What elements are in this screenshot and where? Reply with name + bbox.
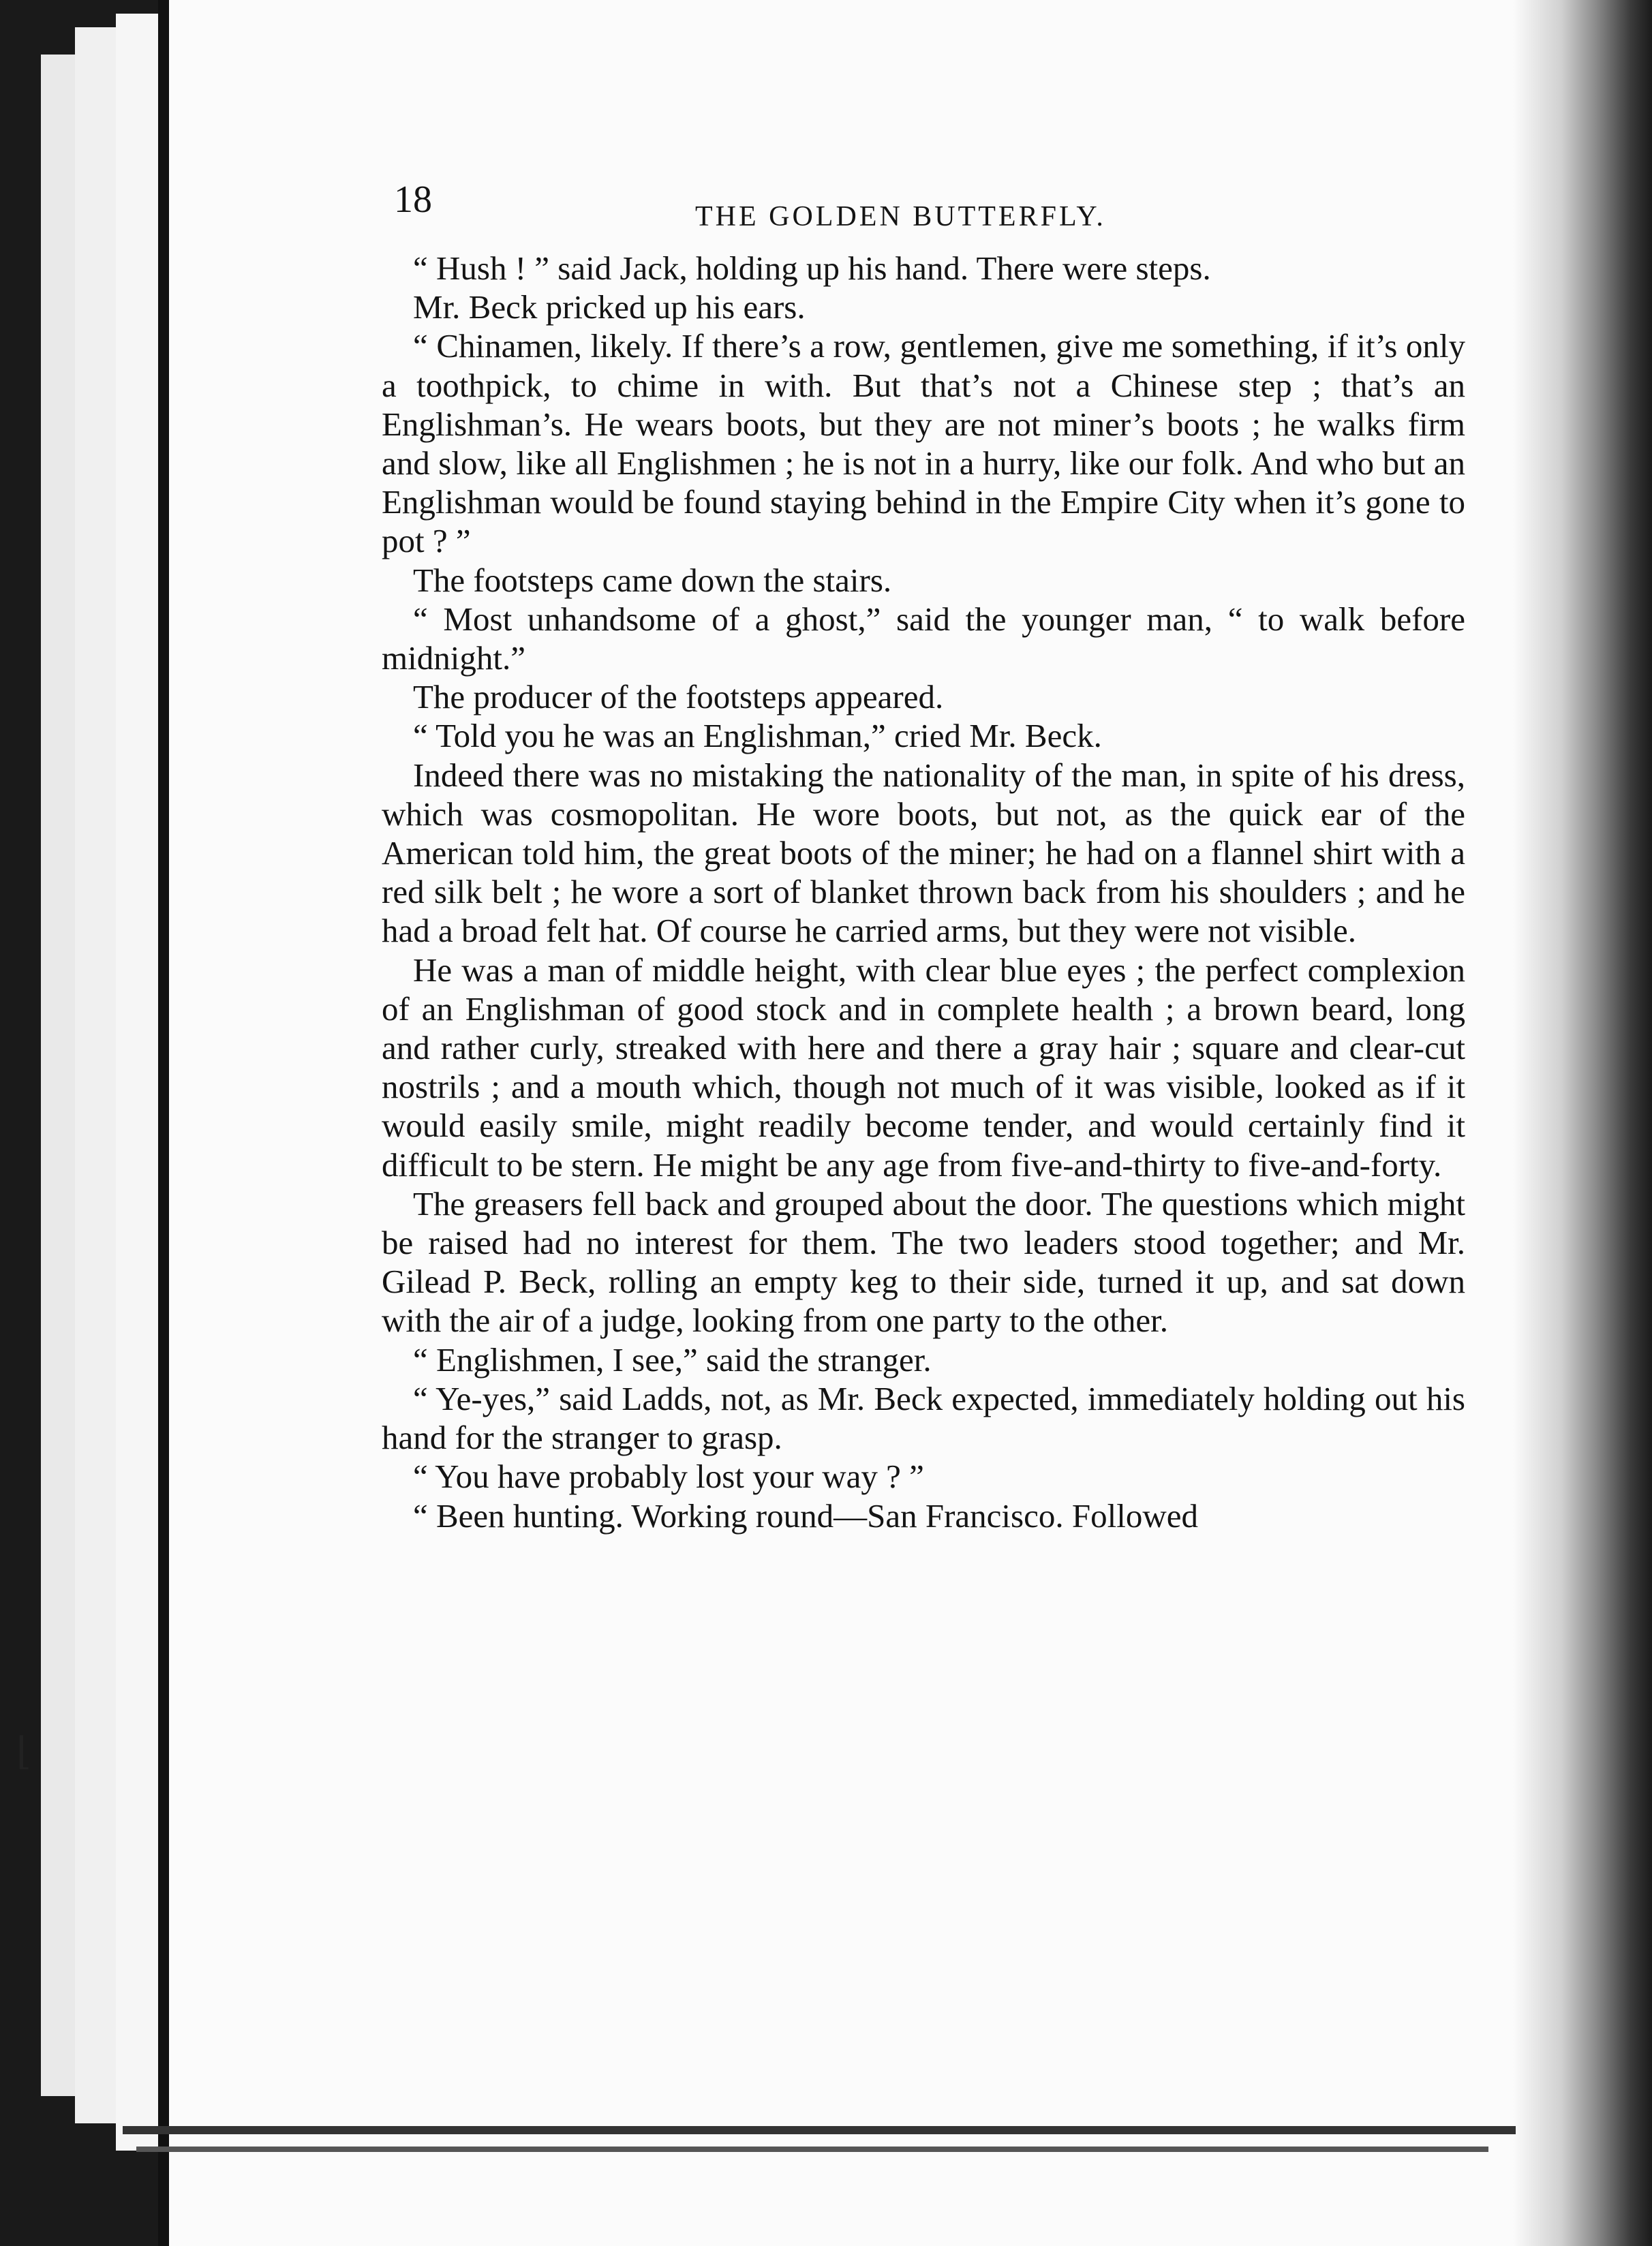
paragraph: “ You have probably lost your way ? ” — [413, 1458, 924, 1496]
paragraph: Indeed there was no mistaking the nationality of the man, in spite of his dress, which was cosmopolitan. He wore boots, but not, as the quick ear of the American told him, the great boots of the miner; he had on a flannel shirt with a red silk belt ; he wore a sort of blanket thrown back from his shoulders ; and he had a broad felt hat. Of course he carried arms, but they were not visible. — [382, 756, 1465, 950]
page-number: 18 — [394, 179, 432, 221]
page-curl-shadow — [1513, 0, 1652, 2246]
page-header — [382, 174, 1465, 249]
margin-mark-icon: ⌊ — [16, 1729, 31, 1774]
book-bottom-edge — [136, 2147, 1488, 2152]
paragraph: “ Englishmen, I see,” said the stranger. — [413, 1340, 932, 1379]
paragraph: “ Hush ! ” said Jack, holding up his hand. There were steps. — [413, 249, 1211, 287]
paragraph: He was a man of middle height, with clear blue eyes ; the perfect complexion of an Englishman of good stock and in complete health ; a brown beard, long and rather curly, streaked with here and there a gray hair ; square and clear-cut nostrils ; and a mouth which, though not much of it was visible, looked as if it would easily smile, might readily become tender, and would certainly find it difficult to be stern. He might be any age from five-and-thirty to five-and-forty. — [382, 951, 1465, 1184]
paragraph: The greasers fell back and grouped about the door. The questions which might be raised had no interest for them. The two leaders stood together; and Mr. Gilead P. Beck, rolling an empty keg to their side, turned it up, and sat down with the air of a judge, looking from one party to the other. — [382, 1184, 1465, 1340]
paragraph: “ Been hunting. Working round—San Francisco. Followed — [413, 1496, 1198, 1535]
paragraph: “ Most unhandsome of a ghost,” said the younger man, “ to walk before midnight.” — [382, 600, 1465, 677]
paragraph: Mr. Beck pricked up his ears. — [413, 288, 806, 326]
paragraph: “ Ye-yes,” said Ladds, not, as Mr. Beck expected, immediately holding out his hand for the stranger to grasp. — [382, 1379, 1465, 1457]
paragraph: “ Told you he was an Englishman,” cried Mr. Beck. — [413, 717, 1102, 755]
paragraph: The footsteps came down the stairs. — [413, 561, 892, 599]
book-bottom-edge — [123, 2126, 1516, 2134]
paragraph: “ Chinamen, likely. If there’s a row, gentlemen, give me something, if it’s only a toothpick, to chime in with. But that’s not a Chinese step ; that’s an Englishman’s. He wears boots, but they are not miner’s boots ; he walks firm and slow, like all Englishmen ; he is not in a hurry, like our folk. And who but an Englishman would be found staying behind in the Empire City when it’s gone to pot ? ” — [382, 327, 1465, 560]
paragraph: The producer of the footsteps appeared. — [413, 678, 944, 716]
running-head: THE GOLDEN BUTTERFLY. — [695, 201, 1106, 232]
page-content — [382, 174, 1465, 1535]
book-gutter — [158, 0, 169, 2246]
body-text — [382, 249, 1465, 1535]
